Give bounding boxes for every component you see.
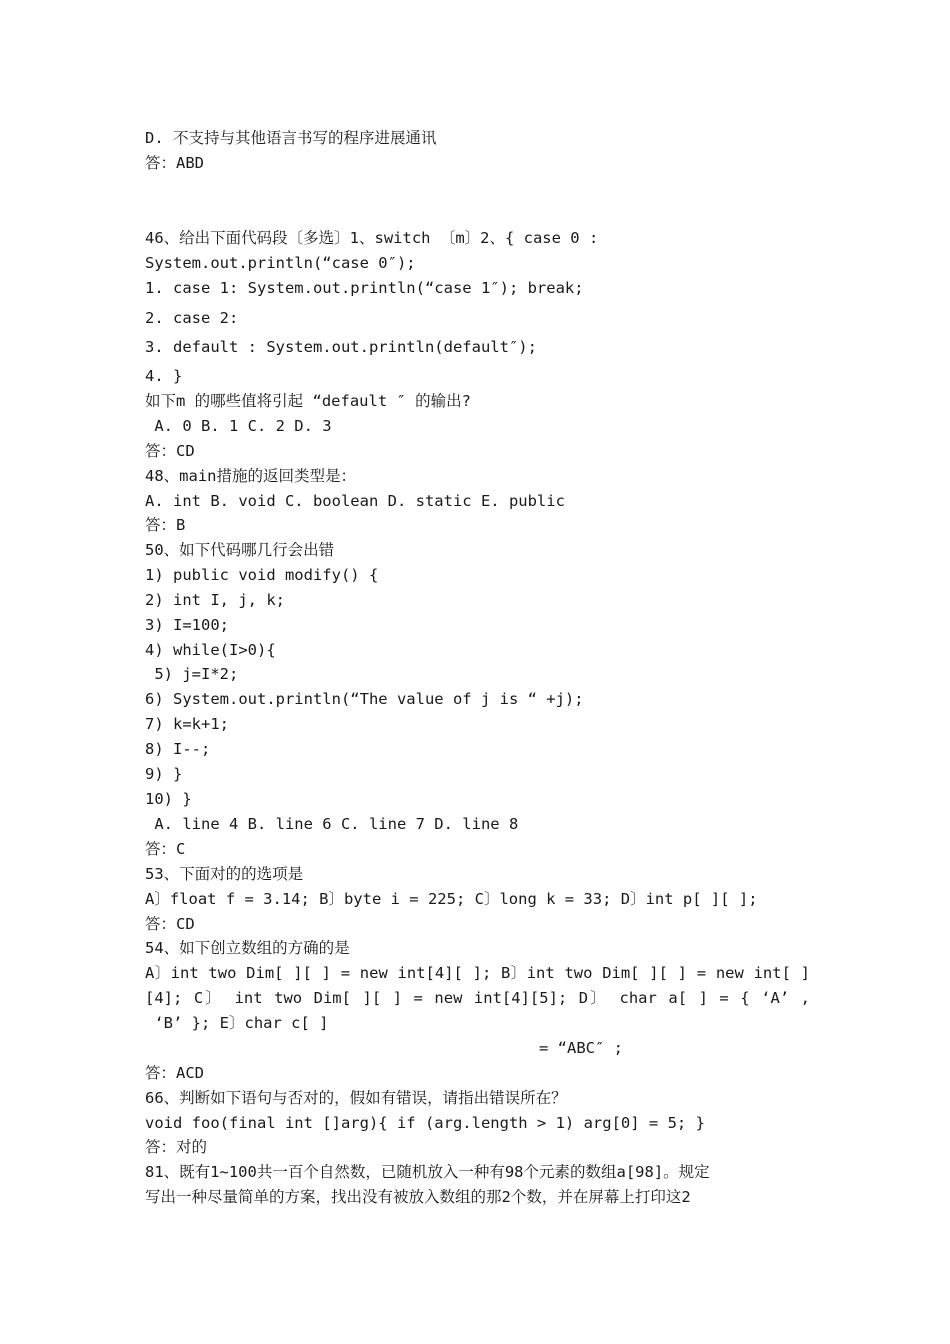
answer-line: 答：ABD: [145, 154, 204, 172]
code-line: 2. case 2:: [145, 309, 239, 327]
options-line: [4]; C〕 int two Dim[ ][ ] = new int[4][5]; D〕 char a[ ] = { ‘A’ ,: [145, 989, 810, 1007]
code-line: 6) System.out.println(“The value of j is “ +j);: [145, 690, 584, 708]
code-line: 4. }: [145, 367, 183, 385]
code-line: 5) j=I*2;: [145, 665, 239, 683]
question-50-title: 50、如下代码哪几行会出错: [145, 541, 335, 559]
answer-line: 答：ACD: [145, 1064, 204, 1082]
code-line: 2) int I, j, k;: [145, 591, 285, 609]
code-line: 3. default : System.out.println(default″);: [145, 338, 537, 356]
options-line: A〕float f = 3.14; B〕byte i = 225; C〕long k = 33; D〕int p[ ][ ];: [145, 890, 758, 908]
question-46-title: 46、给出下面代码段〔多选〕1、switch 〔m〕2、{ case 0 :: [145, 229, 599, 247]
code-line: void foo(final int []arg){ if (arg.length > 1) arg[0] = 5; }: [145, 1114, 705, 1132]
code-line: 1) public void modify() {: [145, 566, 379, 584]
options-line: = “ABC″ ;: [539, 1039, 623, 1057]
code-line: 8) I--;: [145, 740, 211, 758]
options-line: A〕int two Dim[ ][ ] = new int[4][ ]; B〕int two Dim[ ][ ] = new int[ ]: [145, 964, 810, 982]
code-line: 9) }: [145, 765, 183, 783]
answer-line: 答：C: [145, 840, 186, 858]
options-line: ‘B’ }; E〕char c[ ]: [145, 1014, 329, 1032]
code-line: 3) I=100;: [145, 616, 229, 634]
options-line: A. int B. void C. boolean D. static E. public: [145, 492, 565, 510]
code-line: 1. case 1: System.out.println(“case 1″); break;: [145, 279, 584, 297]
code-line: 10) }: [145, 790, 192, 808]
question-81-text: 81、既有1~100共一百个自然数，已随机放入一种有98个元素的数组a[98]。规定: [145, 1163, 710, 1181]
question-48-title: 48、main措施的返回类型是：: [145, 467, 356, 485]
option-d-line: D. 不支持与其他语言书写的程序进展通讯: [145, 129, 437, 147]
code-line: 7) k=k+1;: [145, 715, 229, 733]
options-line: A. 0 B. 1 C. 2 D. 3: [145, 417, 332, 435]
question-text: 如下m 的哪些值将引起 “default ″ 的输出?: [145, 392, 471, 410]
question-81-text: 写出一种尽量简单的方案，找出没有被放入数组的那2个数，并在屏幕上打印这2: [145, 1188, 691, 1206]
answer-line: 答：B: [145, 516, 186, 534]
code-line: System.out.println(“case 0″);: [145, 254, 416, 272]
answer-line: 答：CD: [145, 442, 195, 460]
question-53-title: 53、下面对的的选项是: [145, 865, 304, 883]
answer-line: 答：对的: [145, 1138, 208, 1156]
answer-line: 答：CD: [145, 915, 195, 933]
question-66-title: 66、判断如下语句与否对的，假如有错误，请指出错误所在？: [145, 1089, 567, 1107]
question-54-title: 54、如下创立数组的方确的是: [145, 939, 350, 957]
code-line: 4) while(I>0){: [145, 641, 276, 659]
options-line: A. line 4 B. line 6 C. line 7 D. line 8: [145, 815, 519, 833]
